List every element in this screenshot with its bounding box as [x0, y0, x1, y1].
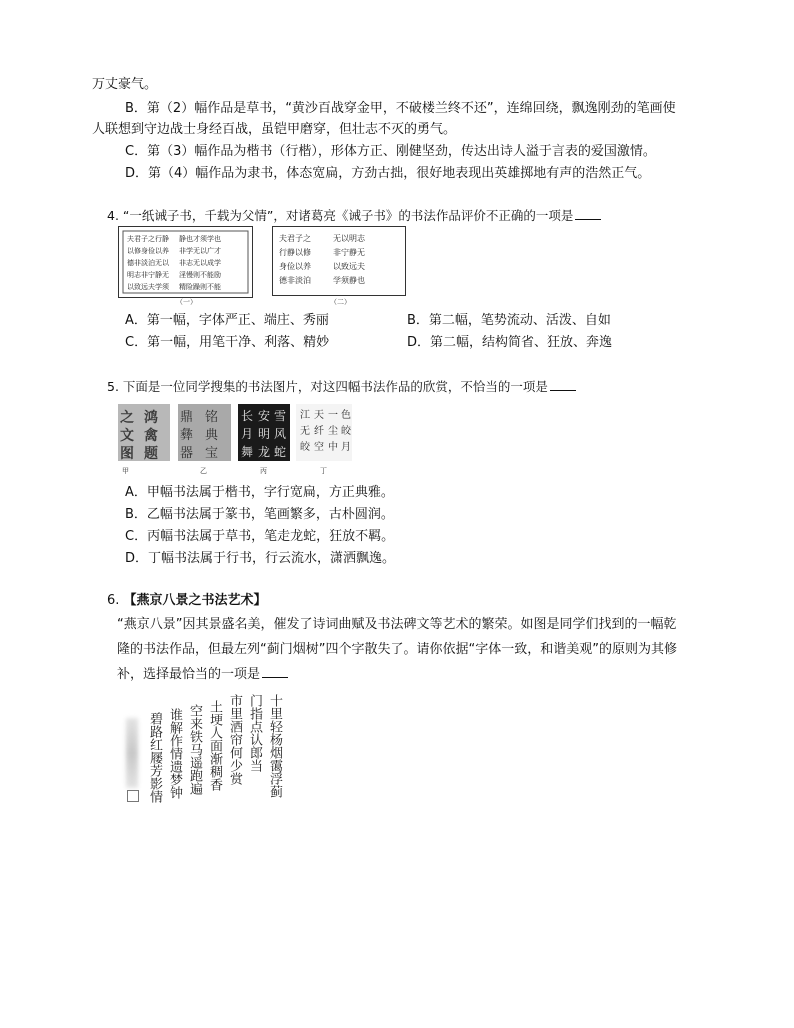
svg-text:非志无以成学: 非志无以成学 — [179, 259, 221, 267]
svg-text:明志非宁静无: 明志非宁静无 — [127, 271, 169, 279]
svg-text:题: 题 — [144, 446, 158, 461]
option-b-line1: B．第（2）幅作品是草书，“黄沙百战穿金甲，不破楼兰终不还”，连绵回绕，飘逸刚劲的笔画使 — [125, 101, 676, 116]
svg-text:蛇: 蛇 — [274, 445, 287, 459]
svg-text:无以明志: 无以明志 — [333, 234, 365, 243]
svg-text:静也才须学也: 静也才须学也 — [179, 235, 221, 243]
option-d: D．第（4）幅作品为隶书，体态宽扁，方劲古拙，很好地表现出英雄掷地有声的浩然正气。 — [125, 166, 651, 181]
calligraphy-col-5: 空来铁马遥跑遍 — [187, 704, 202, 795]
missing-column-blur — [126, 718, 138, 788]
svg-text:图: 图 — [120, 446, 134, 461]
answer-blank — [550, 378, 576, 391]
svg-text:雪: 雪 — [274, 409, 287, 423]
svg-text:夫君子之行静: 夫君子之行静 — [127, 235, 169, 243]
calligraphy-col-6: 谁解作情遗梦钟 — [167, 708, 182, 799]
calligraphy-image-2 — [272, 226, 406, 296]
question-6-heading: 【燕京八景之书法艺术】 — [123, 593, 267, 608]
svg-text:典: 典 — [205, 428, 219, 443]
svg-text:皎: 皎 — [300, 442, 310, 453]
question-5-stem — [107, 378, 576, 396]
svg-text:以致远夫: 以致远夫 — [333, 262, 365, 271]
svg-text:色: 色 — [341, 410, 351, 421]
svg-text:明: 明 — [258, 427, 271, 441]
calligraphy-strokes-1 — [119, 227, 252, 297]
text-line: 万丈豪气。 — [92, 77, 158, 92]
q4-option-b: B．第二幅，笔势流动、活泼、自如 — [407, 313, 611, 328]
svg-text:铭: 铭 — [205, 410, 219, 425]
q4-option-a: A．第一幅，字体严正、端庄、秀丽 — [125, 313, 329, 328]
svg-text:非宁静无: 非宁静无 — [333, 248, 365, 257]
calligraphy-strokes-2 — [273, 227, 405, 295]
svg-text:器: 器 — [180, 446, 194, 461]
calligraphy-col-1: 十里轻杨烟霭浮蓟 — [267, 694, 282, 798]
seal-stamp — [127, 790, 139, 802]
answer-blank — [262, 665, 288, 678]
label-jia: 甲 — [122, 467, 129, 475]
svg-text:空: 空 — [314, 442, 324, 453]
question-4-stem — [107, 207, 601, 225]
calligraphy-ding-strokes — [296, 404, 352, 461]
calligraphy-yi-strokes — [178, 404, 231, 461]
calligraphy-bing — [238, 404, 290, 461]
svg-text:文: 文 — [120, 428, 134, 444]
q6-para-line3 — [117, 665, 288, 684]
label-ding: 丁 — [320, 467, 327, 475]
option-c: C．第（3）幅作品为楷书（行楷），形体方正、刚健坚劲，传达出诗人溢于言表的爱国激情。 — [125, 144, 656, 159]
svg-text:鸿: 鸿 — [144, 410, 158, 426]
svg-text:天: 天 — [314, 410, 324, 421]
q4-option-d: D．第二幅，结构简省、狂放、奔逸 — [407, 335, 613, 350]
question-6-title — [107, 592, 267, 610]
q4-option-c: C．第一幅，用笔干净、利落、精妙 — [125, 335, 330, 350]
svg-text:德非淡泊无以: 德非淡泊无以 — [127, 259, 169, 267]
svg-text:学须静也: 学须静也 — [333, 276, 365, 285]
svg-text:德非淡泊: 德非淡泊 — [279, 276, 311, 285]
qianlong-calligraphy — [120, 690, 285, 825]
svg-text:以致远夫学须: 以致远夫学须 — [127, 283, 169, 291]
svg-text:尘: 尘 — [328, 426, 338, 437]
svg-text:安: 安 — [258, 409, 271, 423]
option-b-line2: 人联想到守边战士身经百战，虽铠甲磨穿，但壮志不灭的勇气。 — [92, 122, 457, 137]
svg-text:非学无以广才: 非学无以广才 — [179, 247, 221, 255]
svg-text:精险躁则不能: 精险躁则不能 — [179, 283, 221, 291]
svg-text:行静以修: 行静以修 — [279, 248, 311, 257]
q6-para-line2: 隆的书法作品，但最左列“蓟门烟树”四个字散失了。请你依据“字体一致，和谐美观”的原则为其修 — [117, 642, 677, 657]
q6-para-line1: “燕京八景”因其景盛名美，催发了诗词曲赋及书法碑文等艺术的繁荣。如图是同学们找到的一幅乾 — [117, 617, 677, 632]
calligraphy-col-3: 市里酒帘何少赏 — [227, 694, 242, 785]
svg-text:中: 中 — [328, 442, 338, 453]
calligraphy-bing-strokes — [238, 404, 290, 461]
q5-option-d: D．丁幅书法属于行书，行云流水，潇洒飘逸。 — [125, 551, 396, 566]
calligraphy-ding — [296, 404, 352, 461]
label-yi: 乙 — [200, 467, 207, 475]
answer-blank — [575, 207, 601, 220]
svg-text:龙: 龙 — [258, 445, 271, 459]
calligraphy-jia — [118, 404, 170, 461]
svg-text:之: 之 — [120, 410, 134, 426]
svg-text:身俭以养: 身俭以养 — [279, 262, 311, 271]
svg-text:彝: 彝 — [180, 428, 194, 443]
svg-text:月: 月 — [241, 427, 254, 441]
calligraphy-col-2: 门指点认郎当 — [247, 694, 262, 772]
svg-text:宝: 宝 — [205, 446, 219, 461]
calligraphy-yi — [178, 404, 231, 461]
question-4-text: 4. “一纸诫子书，千载为父情”，对诸葛亮《诫子书》的书法作品评价不正确的一项是 — [107, 208, 574, 223]
svg-text:无: 无 — [300, 426, 310, 437]
label-bing: 丙 — [260, 467, 267, 475]
svg-text:江: 江 — [300, 410, 310, 421]
q5-option-c: C．丙幅书法属于草书，笔走龙蛇，狂放不羁。 — [125, 529, 395, 544]
image-caption-2: （二） — [330, 298, 351, 306]
calligraphy-col-4: 土埂人面渐稠香 — [207, 700, 222, 791]
svg-text:月: 月 — [341, 442, 351, 453]
svg-text:鼎: 鼎 — [180, 410, 194, 425]
svg-text:长: 长 — [241, 409, 254, 423]
question-6-number: 6. — [107, 593, 120, 608]
q6-para-text: 补，选择最恰当的一项是 — [117, 667, 261, 682]
question-5-text: 5. 下面是一位同学搜集的书法图片，对这四幅书法作品的欣赏，不恰当的一项是 — [107, 379, 548, 394]
q5-option-b: B．乙幅书法属于篆书，笔画繁多，古朴圆润。 — [125, 507, 394, 522]
calligraphy-col-7: 碧路红屦芳影情 — [147, 712, 162, 803]
q5-option-a: A．甲幅书法属于楷书，字行宽扁，方正典雅。 — [125, 485, 394, 500]
svg-text:皎: 皎 — [341, 426, 351, 437]
svg-text:淫慢则不能励: 淫慢则不能励 — [179, 271, 221, 279]
svg-text:以修身俭以养: 以修身俭以养 — [127, 247, 169, 255]
calligraphy-jia-strokes — [118, 404, 170, 461]
svg-text:禽: 禽 — [144, 428, 158, 444]
svg-text:一: 一 — [328, 410, 338, 421]
image-caption-1: （一） — [176, 298, 197, 306]
svg-text:舞: 舞 — [241, 445, 254, 459]
svg-text:风: 风 — [274, 427, 287, 441]
svg-text:夫君子之: 夫君子之 — [279, 234, 311, 243]
calligraphy-image-1 — [118, 226, 253, 298]
svg-text:纤: 纤 — [314, 426, 324, 437]
